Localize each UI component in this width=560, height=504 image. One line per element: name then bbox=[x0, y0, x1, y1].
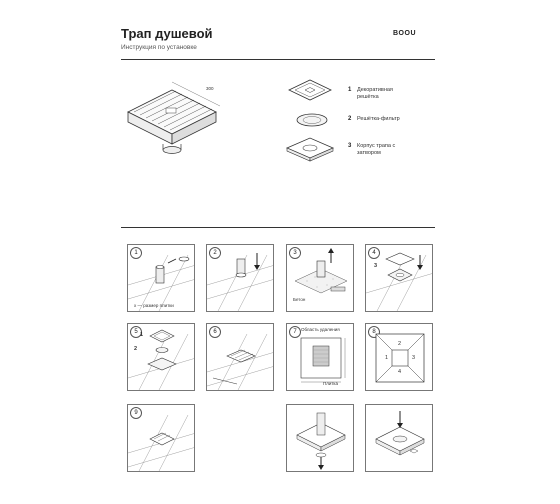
step-number: 9 bbox=[130, 407, 142, 419]
drain-main-illustration bbox=[110, 70, 240, 180]
callout-number: 2 bbox=[398, 341, 402, 347]
step-number: 5 bbox=[130, 326, 142, 338]
grate-icon bbox=[285, 78, 335, 102]
callout-number: 2 bbox=[134, 346, 138, 352]
callout-number: 3 bbox=[412, 355, 416, 361]
brand-logo: BOOU bbox=[393, 30, 416, 37]
step-panel-6 bbox=[206, 323, 274, 391]
step-number: 4 bbox=[368, 247, 380, 259]
page-title: Трап душевой bbox=[121, 26, 213, 41]
step-number: 2 bbox=[209, 247, 221, 259]
step-panel-3 bbox=[286, 244, 354, 312]
drain-body-icon bbox=[283, 136, 337, 166]
part-number: 2 bbox=[348, 116, 352, 122]
step-panel-1 bbox=[127, 244, 195, 312]
callout-number: 4 bbox=[398, 369, 402, 375]
step-panel-9 bbox=[127, 404, 195, 472]
step-caption: х — размер плитки bbox=[134, 303, 174, 308]
step-panel-8 bbox=[365, 323, 433, 391]
maintenance-panel-install bbox=[365, 404, 433, 472]
part-number: 3 bbox=[348, 143, 352, 149]
step-subcaption: Плитка bbox=[323, 381, 339, 386]
step-number: 7 bbox=[289, 326, 301, 338]
part-label: Декоративная решётка bbox=[357, 87, 393, 100]
step-panel-5 bbox=[127, 323, 195, 391]
callout-number: 1 bbox=[385, 355, 389, 361]
step-number: 3 bbox=[289, 247, 301, 259]
header-divider bbox=[121, 59, 435, 60]
step-number: 8 bbox=[368, 326, 380, 338]
step-panel-7 bbox=[286, 323, 354, 391]
part-label: Решётка-фильтр bbox=[357, 116, 400, 122]
step-panel-4 bbox=[365, 244, 433, 312]
step-number: 6 bbox=[209, 326, 221, 338]
filter-grate-icon bbox=[292, 110, 332, 130]
callout-number: 1 bbox=[140, 332, 144, 338]
step-panel-2 bbox=[206, 244, 274, 312]
maintenance-panel-remove bbox=[286, 404, 354, 472]
step-caption: Бетон bbox=[293, 297, 306, 302]
step-caption: Область удаления bbox=[301, 327, 340, 332]
part-number: 1 bbox=[348, 87, 352, 93]
step-number: 1 bbox=[130, 247, 142, 259]
part-label: Корпус трапа с затвором bbox=[357, 143, 396, 156]
callout-number: 3 bbox=[374, 263, 378, 269]
section-divider bbox=[121, 227, 435, 228]
dimension-label: 300 bbox=[206, 86, 214, 91]
page-subtitle: Инструкция по установке bbox=[121, 44, 197, 51]
